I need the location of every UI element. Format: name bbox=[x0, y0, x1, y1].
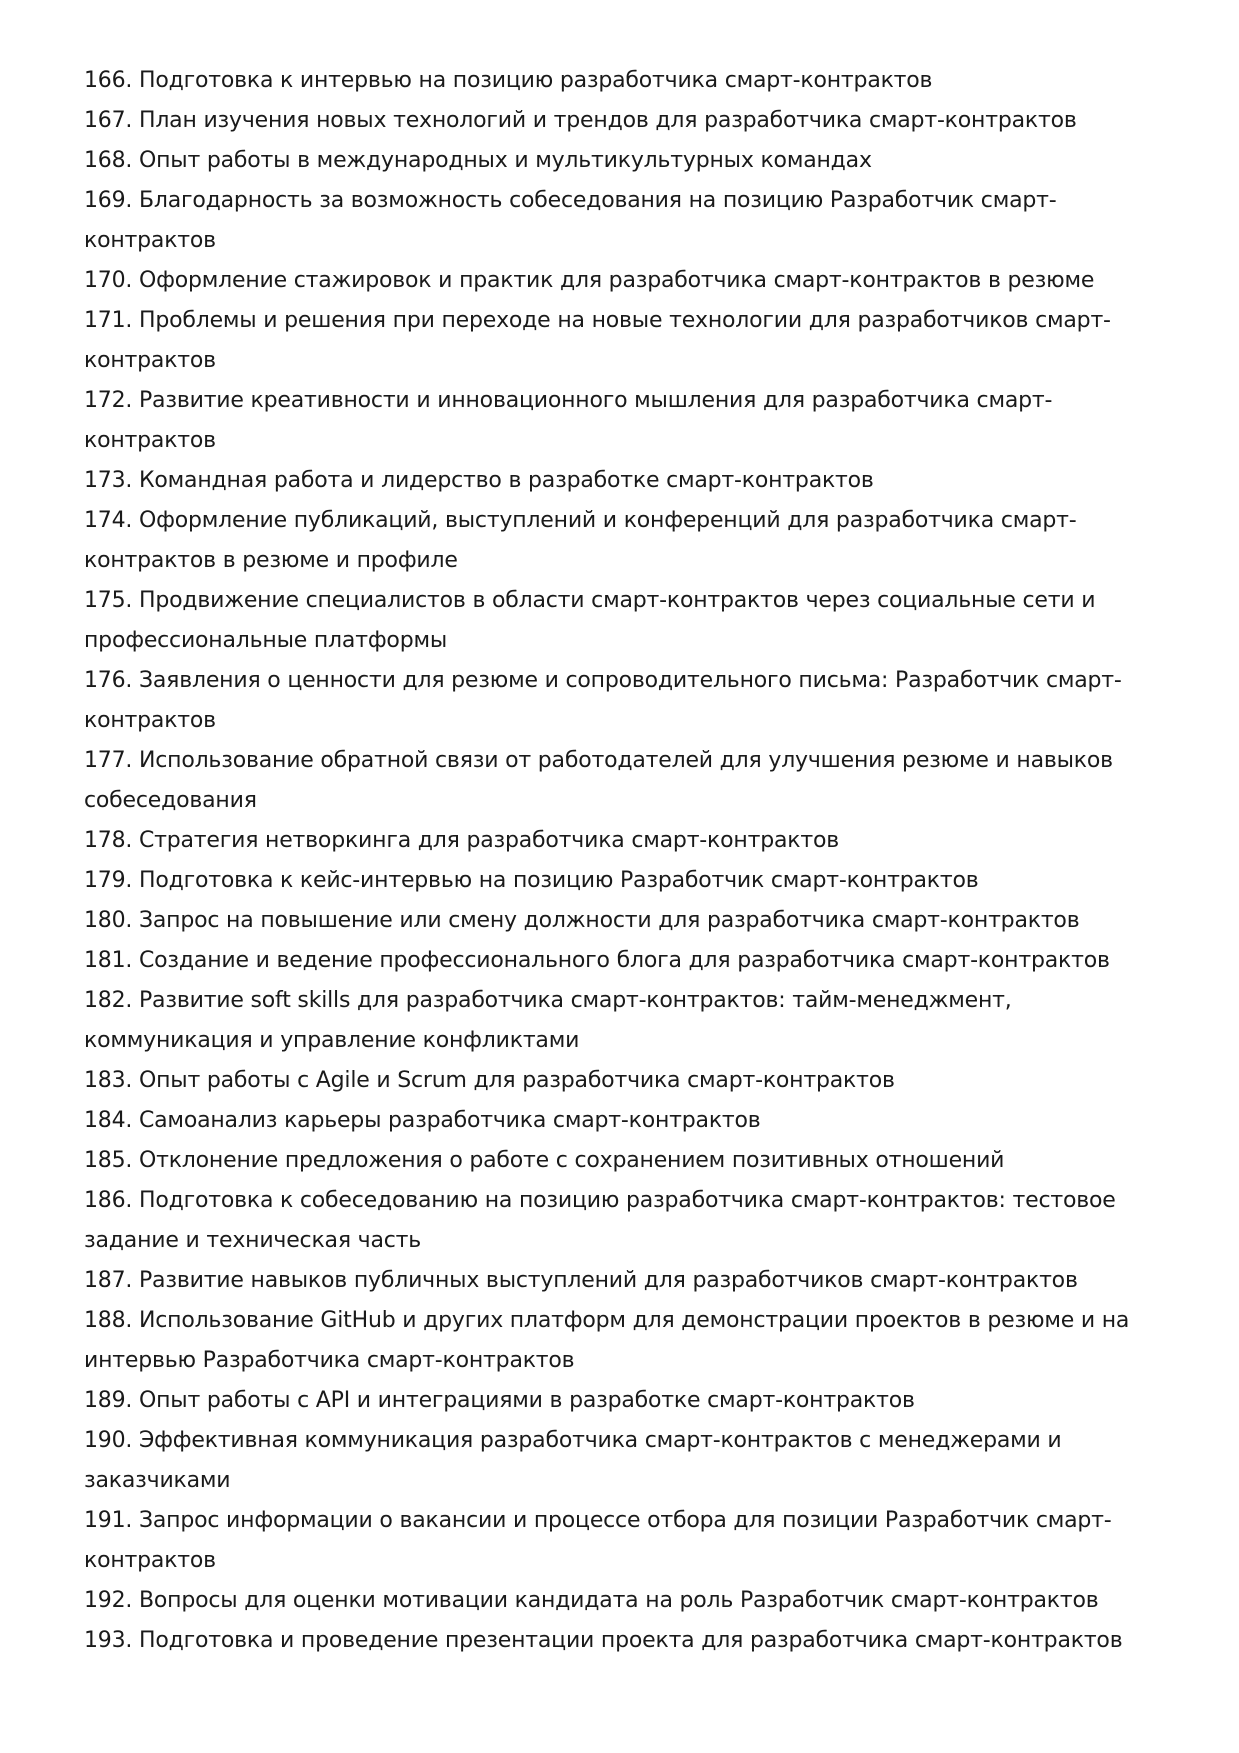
list-item: 189. Опыт работы с API и интеграциями в разработке смарт-контрактов bbox=[84, 1388, 915, 1413]
list-item: 185. Отклонение предложения о работе с сохранением позитивных отношений bbox=[84, 1148, 1005, 1173]
list-item: 190. Эффективная коммуникация разработчика смарт-контрактов с менеджерами и заказчиками bbox=[84, 1428, 1062, 1493]
list-item: 169. Благодарность за возможность собеседования на позицию Разработчик смарт-контрактов bbox=[84, 188, 1057, 253]
list-item: 172. Развитие креативности и инновационного мышления для разработчика смарт-контрактов bbox=[84, 388, 1053, 453]
list-item: 177. Использование обратной связи от работодателей для улучшения резюме и навыков собеседования bbox=[84, 748, 1113, 813]
list-item: 188. Использование GitHub и других платформ для демонстрации проектов в резюме и на интервью Разработчика смарт-контрактов bbox=[84, 1308, 1130, 1373]
list-item: 167. План изучения новых технологий и трендов для разработчика смарт-контрактов bbox=[84, 108, 1077, 133]
list-item: 187. Развитие навыков публичных выступлений для разработчиков смарт-контрактов bbox=[84, 1268, 1078, 1293]
list-item: 183. Опыт работы с Agile и Scrum для разработчика смарт-контрактов bbox=[84, 1068, 895, 1093]
list-item: 193. Подготовка и проведение презентации проекта для разработчика смарт-контрактов bbox=[84, 1628, 1123, 1653]
list-item: 173. Командная работа и лидерство в разработке смарт-контрактов bbox=[84, 468, 874, 493]
list-item: 171. Проблемы и решения при переходе на новые технологии для разработчиков смарт-контрактов bbox=[84, 308, 1111, 373]
list-item: 179. Подготовка к кейс-интервью на позицию Разработчик смарт-контрактов bbox=[84, 868, 979, 893]
list-item: 175. Продвижение специалистов в области смарт-контрактов через социальные сети и профессиональные платформы bbox=[84, 588, 1096, 653]
document-page bbox=[84, 61, 1164, 1661]
list-item: 184. Самоанализ карьеры разработчика смарт-контрактов bbox=[84, 1108, 761, 1133]
list-item: 176. Заявления о ценности для резюме и сопроводительного письма: Разработчик смарт-контрактов bbox=[84, 668, 1122, 733]
list-item: 192. Вопросы для оценки мотивации кандидата на роль Разработчик смарт-контрактов bbox=[84, 1588, 1099, 1613]
list-item: 182. Развитие soft skills для разработчика смарт-контрактов: тайм-менеджмент, коммуникация и управление конфликтами bbox=[84, 988, 1012, 1053]
list-item: 170. Оформление стажировок и практик для разработчика смарт-контрактов в резюме bbox=[84, 268, 1095, 293]
list-item: 166. Подготовка к интервью на позицию разработчика смарт-контрактов bbox=[84, 68, 933, 93]
list-item: 168. Опыт работы в международных и мультикультурных командах bbox=[84, 148, 872, 173]
list-item: 186. Подготовка к собеседованию на позицию разработчика смарт-контрактов: тестовое задание и техническая часть bbox=[84, 1188, 1116, 1253]
list-item: 174. Оформление публикаций, выступлений и конференций для разработчика смарт-контрактов в резюме и профиле bbox=[84, 508, 1077, 573]
list-item: 191. Запрос информации о вакансии и процессе отбора для позиции Разработчик смарт-контрактов bbox=[84, 1508, 1112, 1573]
list-item: 180. Запрос на повышение или смену должности для разработчика смарт-контрактов bbox=[84, 908, 1080, 933]
list-item: 178. Стратегия нетворкинга для разработчика смарт-контрактов bbox=[84, 828, 839, 853]
list-item: 181. Создание и ведение профессионального блога для разработчика смарт-контрактов bbox=[84, 948, 1110, 973]
